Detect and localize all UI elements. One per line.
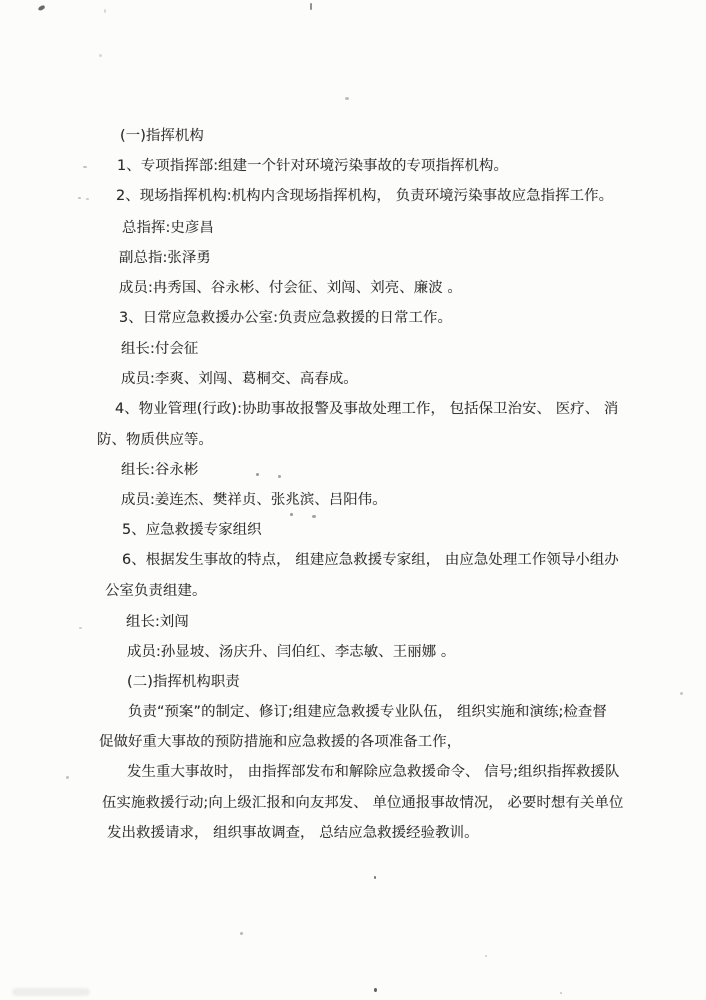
scan-speck [310, 3, 312, 10]
scan-speck [256, 473, 259, 476]
document-line: 发生重大事故时， 由指挥部发布和解除应急救援命令、 信号;组织指挥救援队 [127, 764, 620, 780]
document-line: 成员:冉秀国、谷永彬、付会征、刘闯、刘亮、廉波 。 [119, 280, 462, 296]
scan-speck [104, 9, 106, 13]
document-line: 成员:李爽、刘闯、葛桐交、高春成。 [121, 371, 358, 387]
document-line: 伍实施救援行动;向上级汇报和向友邦发、 单位通报事故情况， 必要时想有关单位 [102, 795, 624, 811]
document-line: 负责“预案”的制定、修订;组建应急救援专业队伍， 组织实施和演练;检查督 [128, 704, 607, 720]
scan-speck [99, 54, 102, 57]
document-line: 1、专项指挥部:组建一个针对环境污染事故的专项指挥机构。 [117, 158, 508, 174]
scan-speck [345, 97, 349, 100]
document-line: 组长:刘闯 [126, 614, 189, 630]
document-line: 成员:孙显坡、汤庆升、闫伯红、李志敏、王丽娜 。 [127, 644, 456, 660]
document-line: 2、现场指挥机构:机构内含现场指挥机构， 负责环境污染事故应急指挥工作。 [116, 188, 614, 204]
scan-speck [78, 197, 81, 199]
scan-speck [290, 513, 293, 516]
scan-speck [374, 988, 377, 992]
scan-speck [485, 955, 487, 957]
section-1-heading: (一)指挥机构 [120, 128, 204, 144]
document-line: 组长:谷永彬 [121, 462, 199, 478]
scan-speck [560, 992, 562, 994]
scan-speck [66, 776, 69, 779]
scan-speck [79, 627, 82, 629]
document-line: 组长:付会征 [121, 341, 199, 357]
document-line: 6、根据发生事故的特点， 组建应急救援专家组， 由应急处理工作领导小组办 [122, 552, 619, 568]
document-line: 促做好重大事故的预防措施和应急救援的各项准备工作， [99, 734, 462, 750]
scan-speck [278, 475, 281, 478]
section-2-heading: (二)指挥机构职责 [127, 674, 240, 690]
scan-speck [680, 692, 683, 695]
document-line: 成员:姜连杰、樊祥贞、张兆滨、吕阳伟。 [121, 492, 387, 508]
scan-speck [86, 198, 89, 200]
document-line: 3、日常应急救援办公室:负责应急救援的日常工作。 [119, 310, 452, 326]
document-line: 副总指:张泽勇 [119, 250, 211, 266]
scan-speck [374, 876, 376, 879]
document-line: 总指挥:史彦昌 [122, 220, 214, 236]
document-line: 防、物质供应等。 [97, 432, 213, 448]
scan-speck [312, 515, 316, 518]
scan-smudge [12, 988, 90, 996]
scan-speck [37, 5, 45, 12]
document-line: 发出救援请求， 组织事故调查， 总结应急救援经验教训。 [107, 825, 479, 841]
document-line: 4、物业管理(行政):协助事故报警及事故处理工作， 包括保卫治安、 医疗、 消 [115, 401, 619, 417]
scan-speck [240, 932, 243, 935]
document-line: 5、应急救援专家组织 [122, 522, 262, 538]
scan-speck [83, 166, 87, 168]
document-line: 公室负责组建。 [105, 583, 207, 599]
